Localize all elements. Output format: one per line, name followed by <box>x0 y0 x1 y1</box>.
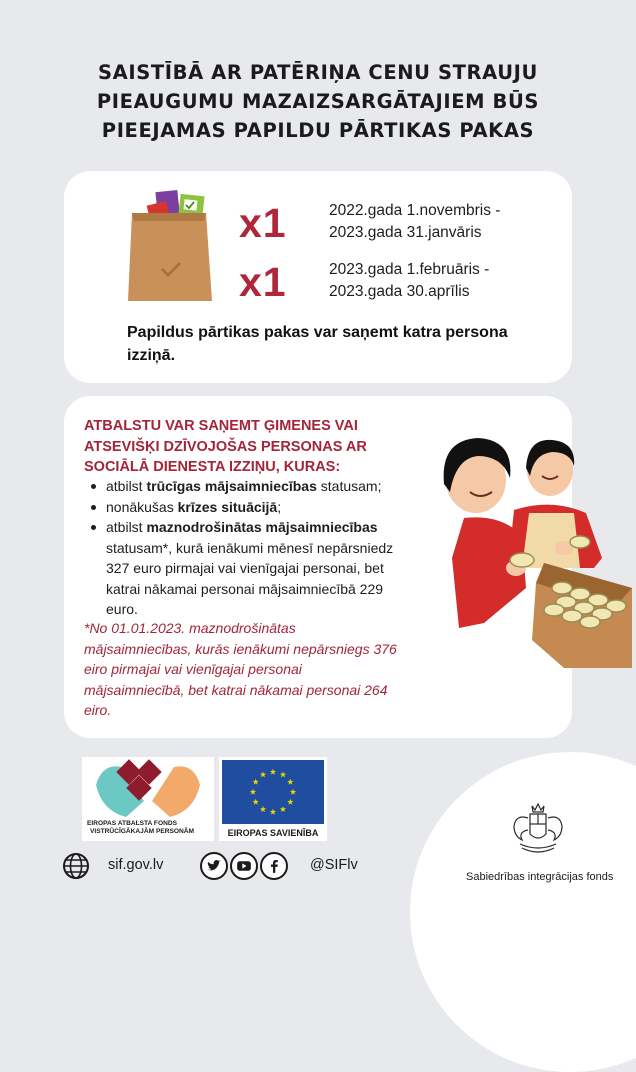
volunteers-illustration <box>404 418 636 678</box>
title-line: PIEAUGUMU MAZAIZSARGĀTAJIEM BŪS <box>96 90 540 113</box>
eu-logo <box>219 757 327 841</box>
bullet-text: atbilst <box>106 478 147 494</box>
bullet-text: 327 euro pirmajai vai vienīgajai personai, bet <box>106 560 384 576</box>
footnote-line: mājsaimniecības, kurās ienākumi nepārsniegs 376 <box>84 640 397 657</box>
eligibility-list <box>88 476 400 620</box>
package-period <box>329 200 500 244</box>
title-line: PIEEJAMAS PAPILDU PĀRTIKAS PAKAS <box>101 119 535 142</box>
bullet-bold: maznodrošinātas mājsaimniecības <box>146 519 378 535</box>
package-multiplier: x1 <box>239 200 287 246</box>
website-link[interactable]: sif.gov.lv <box>108 857 164 873</box>
footnote <box>84 618 414 721</box>
bullet-text: euro. <box>106 601 138 617</box>
footnote-line: eiro pirmajai vai vienīgajai personai <box>84 661 302 677</box>
heading-line: ATSEVIŠĶI DZĪVOJOŠAS PERSONAS AR <box>84 438 367 455</box>
bullet-text: statusam*, kurā ienākumi mēnesī nepārsniedz <box>106 539 394 556</box>
food-bag-icon <box>124 181 234 306</box>
footnote-line: eiro. <box>84 702 112 718</box>
coat-of-arms-icon <box>508 800 568 858</box>
bullet-text: nonākušas <box>106 498 178 515</box>
globe-icon <box>62 852 90 880</box>
twitter-icon[interactable] <box>200 852 228 880</box>
facebook-icon[interactable] <box>260 852 288 880</box>
page-title <box>40 58 596 145</box>
period-start: 2022.gada 1.novembris - <box>329 202 501 219</box>
bullet-text: statusam; <box>316 478 382 494</box>
eligibility-heading <box>84 416 424 478</box>
heading-line: SOCIĀLĀ DIENESTA IZZIŅU, KURAS: <box>84 459 341 475</box>
package-multiplier: x1 <box>239 259 287 305</box>
eafp-name-line1: EIROPAS ATBALSTA FONDS <box>87 820 177 827</box>
footnote-line: *No 01.01.2023. maznodrošinātas <box>84 620 296 636</box>
period-start: 2023.gada 1.februāris - <box>329 261 490 278</box>
packages-note <box>127 321 537 367</box>
title-line: SAISTĪBĀ AR PATĒRIŅA CENU STRAUJU <box>98 61 538 84</box>
heading-line: ATBALSTU VAR SAŅEMT ĢIMENES VAI <box>84 418 358 434</box>
list-item <box>88 476 400 497</box>
eafp-logo <box>82 757 214 841</box>
bullet-text: atbilst <box>106 519 147 535</box>
bullet-text: katrai nākamai personai mājsaimniecībā 229 <box>106 580 384 597</box>
fund-name: Sabiedrības integrācijas fonds <box>466 871 614 883</box>
note-line: Papildus pārtikas pakas var saņemt katra persona <box>127 324 508 341</box>
eu-label: EIROPAS SAVIENĪBA <box>227 828 319 838</box>
bullet-bold: trūcīgas mājsaimniecības <box>146 478 317 494</box>
bullet-text: ; <box>277 498 282 515</box>
eligibility-card <box>64 396 572 738</box>
note-line: izziņā. <box>127 347 176 364</box>
footnote-line: mājsaimniecībā, bet katrai nākamai personai 264 <box>84 681 388 698</box>
list-item <box>88 517 400 620</box>
package-period <box>329 259 489 303</box>
bullet-bold: krīzes situācijā <box>177 498 278 515</box>
list-item <box>88 497 400 518</box>
packages-card <box>64 171 572 383</box>
period-end: 2023.gada 31.janvāris <box>329 224 482 241</box>
youtube-icon[interactable] <box>230 852 258 880</box>
social-handle[interactable]: @SIFlv <box>310 857 358 873</box>
eafp-name-line2: VISTRŪCĪGĀKAJĀM PERSONĀM <box>90 828 195 835</box>
period-end: 2023.gada 30.aprīlis <box>329 283 470 300</box>
